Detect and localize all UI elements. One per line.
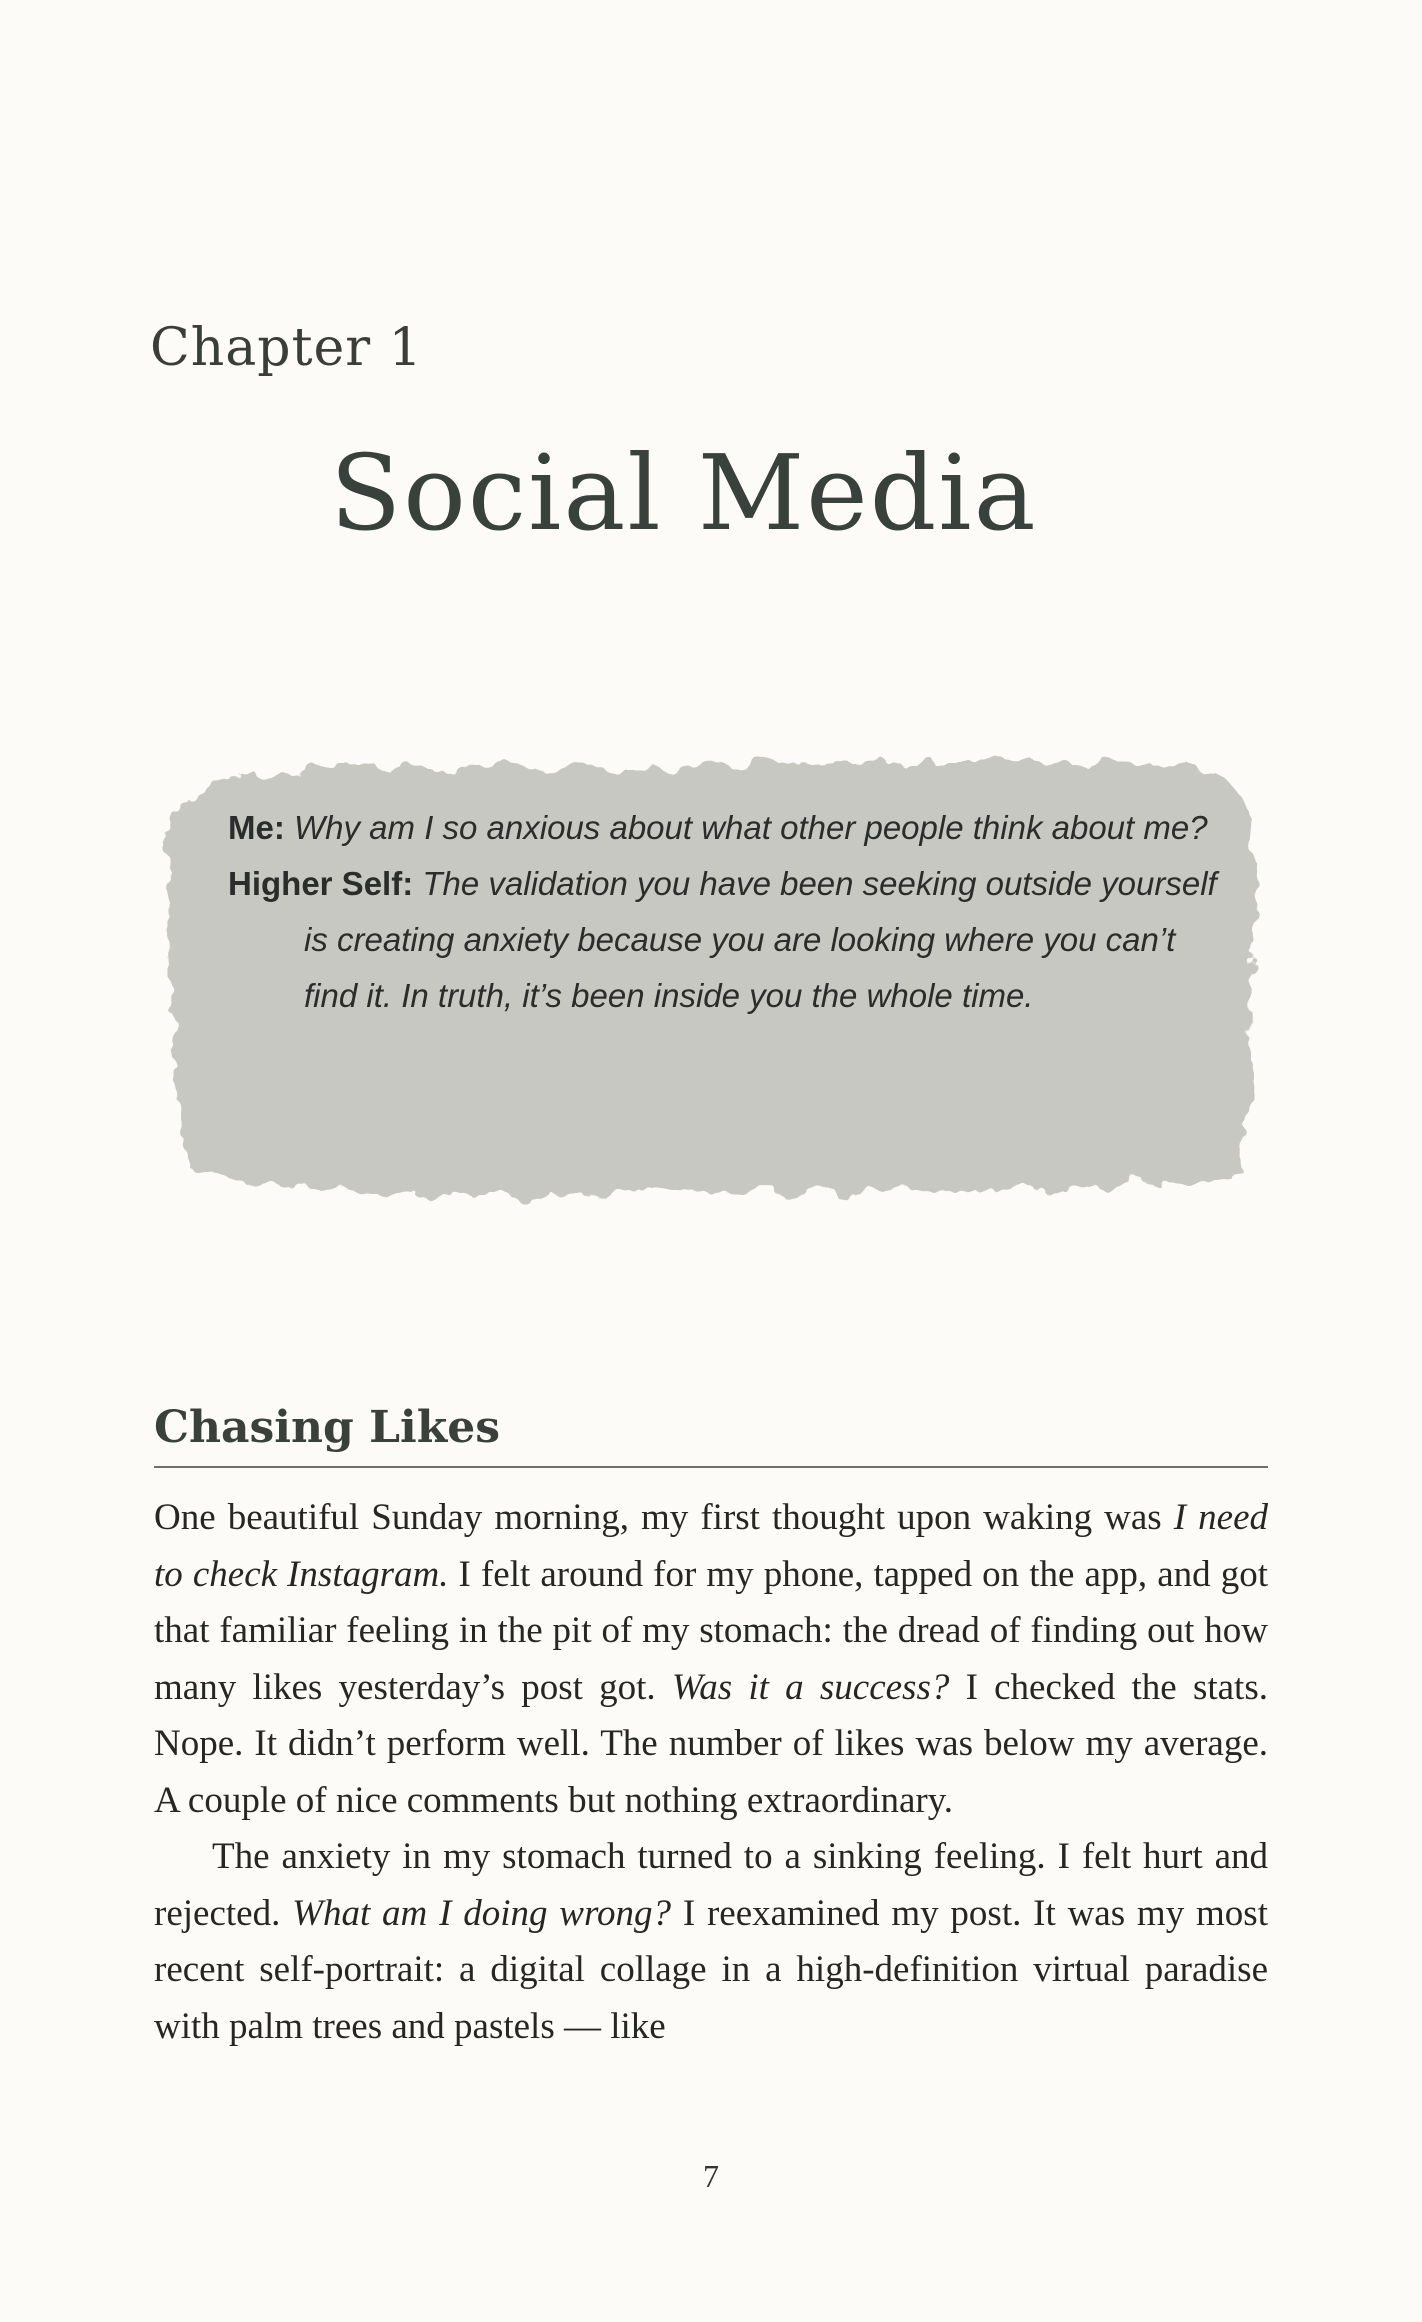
body-text bbox=[154, 1490, 1268, 2055]
speech-me: Why am I so anxious about what other people think about me? bbox=[294, 809, 1208, 846]
dialogue-text bbox=[228, 800, 1228, 1024]
page-number: 7 bbox=[703, 2158, 719, 2194]
p1-italic-2: Was it a success? bbox=[671, 1666, 950, 1708]
dialogue-box bbox=[150, 728, 1275, 1220]
dialogue-line-me bbox=[228, 800, 1228, 856]
p1-italic-1: I need to check Instagram. bbox=[154, 1497, 1268, 1595]
p1-text-b: I felt around for my phone, tapped on the app, and got that familiar feeling in the pit of my stomach: the dread of finding out how many likes yesterday’s post got. bbox=[154, 1553, 1268, 1708]
p1-text-c: I checked the stats. Nope. It didn’t perform well. The number of likes was below my average. A couple of nice comments but nothing extraordinary. bbox=[154, 1666, 1268, 1821]
dialogue-line-higher-self bbox=[228, 856, 1228, 1024]
paragraph-2 bbox=[154, 1829, 1268, 2055]
paragraph-1 bbox=[154, 1490, 1268, 1829]
p2-italic-1: What am I doing wrong? bbox=[292, 1892, 672, 1934]
chapter-label: Chapter 1 bbox=[150, 318, 423, 378]
speaker-me: Me: bbox=[228, 809, 285, 846]
section-heading: Chasing Likes bbox=[154, 1402, 500, 1453]
chapter-title: Social Media bbox=[330, 432, 1038, 554]
p2-text-a: The anxiety in my stomach turned to a sinking feeling. I felt hurt and rejected. bbox=[154, 1836, 1268, 1934]
speaker-higher-self: Higher Self: bbox=[228, 865, 414, 902]
p2-text-b: I reexamined my post. It was my most recent self-portrait: a digital collage in a high-definition virtual paradise with palm trees and pastels — like bbox=[154, 1892, 1268, 2047]
section-divider bbox=[154, 1466, 1268, 1468]
p1-text-a: One beautiful Sunday morning, my first thought upon waking was bbox=[154, 1497, 1174, 1538]
speech-higher-self: The validation you have been seeking outside yourself is creating anxiety because you are looking where you can’t find it. In truth, it’s been inside you the whole time. bbox=[304, 865, 1217, 1014]
